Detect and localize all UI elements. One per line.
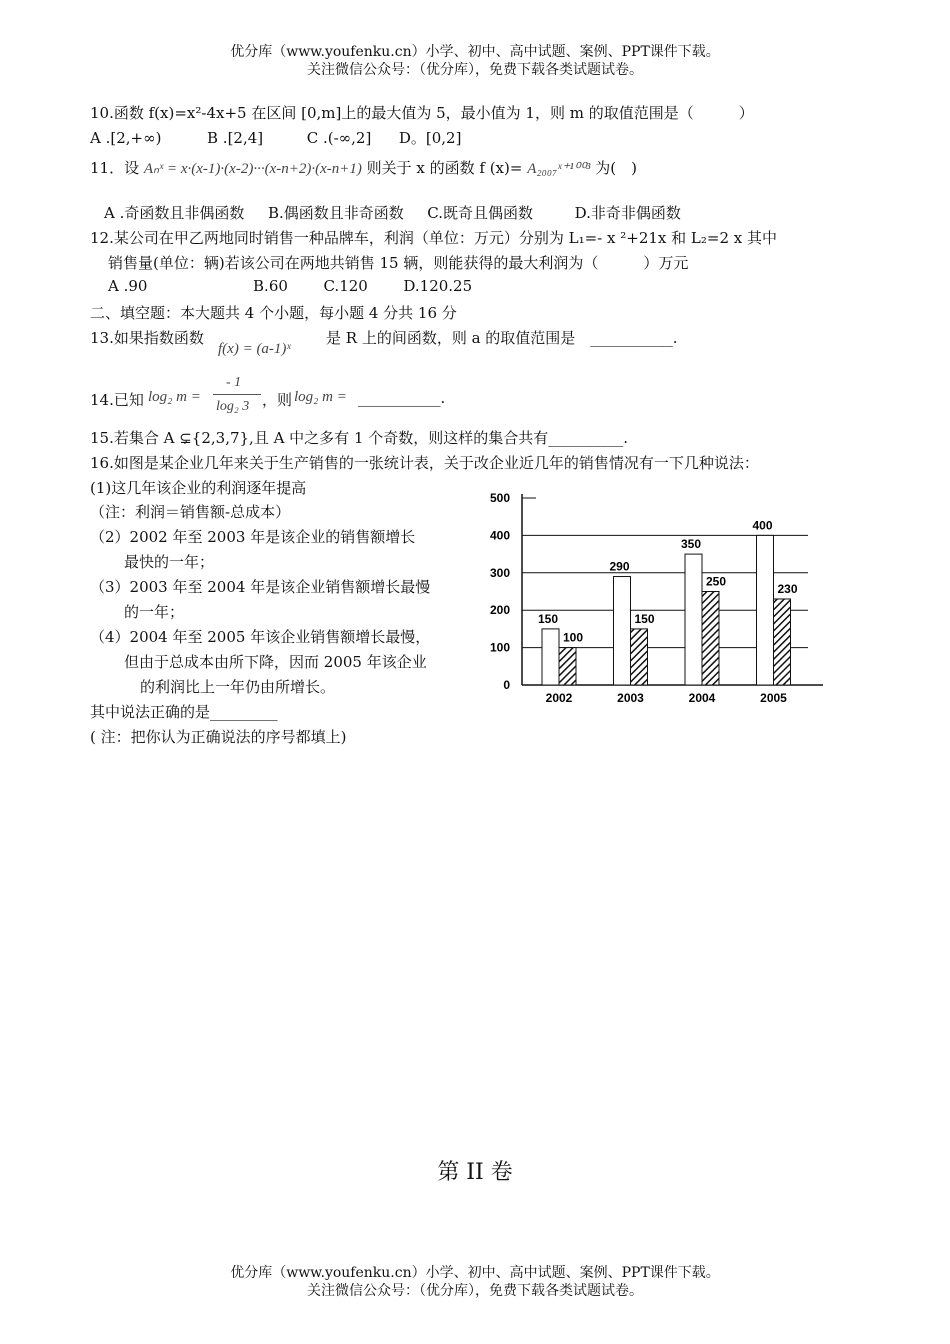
q13-suffix: 是 R 上的间函数，则 a 的取值范围是 ___________. bbox=[326, 329, 678, 347]
q14-prefix: 14.已知 bbox=[90, 391, 144, 409]
data-label: 250 bbox=[706, 574, 727, 589]
volume-title: 第 II 卷 bbox=[437, 1160, 513, 1185]
q11-options bbox=[104, 202, 681, 223]
bar-chart bbox=[478, 480, 838, 710]
q14-lhs: log₂ m = bbox=[148, 389, 201, 405]
q12-stem-2: 销售量(单位：辆)若该公司在两地共销售 15 辆，则能获得的最大利润为（ ）万元 bbox=[108, 254, 689, 272]
y-tick-label: 300 bbox=[489, 565, 510, 580]
header-line-1: 优分库（www.youfenku.cn）小学、初中、高中试题、案例、PPT课件下载。 bbox=[230, 44, 720, 60]
q11-middle: 则关于 x 的函数 f (x)= bbox=[366, 159, 523, 177]
data-label: 100 bbox=[563, 630, 584, 645]
footer-line-2: 关注微信公众号：（优分库），免费下载各类试题试卷。 bbox=[307, 1283, 643, 1299]
q11-formula: Aₙˣ = x·(x-1)·(x-2)···(x-n+2)·(x-n+1) bbox=[143, 161, 362, 177]
bar-sales bbox=[614, 577, 631, 685]
q12-stem-1: 12.某公司在甲乙两地同时销售一种品牌车，利润（单位：万元）分别为 L₁=- x ²+21x 和 L₂=2 x 其中 bbox=[90, 229, 777, 247]
q13-formula: f(x) = (a-1)ˣ bbox=[218, 341, 291, 357]
q10-stem: 10.函数 f(x)=x²-4x+5 在区间 [0,m]上的最大值为 5，最小值为 1，则 m 的取值范围是（ ） bbox=[90, 104, 754, 122]
bar-cost bbox=[702, 592, 719, 686]
q14-middle: ，则 bbox=[262, 391, 293, 409]
x-tick-label: 2004 bbox=[688, 691, 716, 705]
q16-item: （4）2004 年至 2005 年该企业销售额增长最慢， bbox=[90, 628, 431, 646]
q10-option-b: B .[2,4] bbox=[207, 129, 264, 147]
q16-item: （2）2002 年至 2003 年是该企业的销售额增长 bbox=[90, 528, 416, 546]
q11-suffix: 为( ) bbox=[595, 159, 637, 177]
q15-stem: 15.若集合 A ⊊{2,3,7},且 A 中之多有 1 个奇数，则这样的集合共有__________. bbox=[90, 429, 629, 447]
y-tick-label: 500 bbox=[489, 491, 510, 505]
q10-option-d: D。[0,2] bbox=[398, 129, 462, 147]
q11-formula-2: A₂₀₀₇ˣ⁺¹⁰⁰³ bbox=[527, 161, 591, 177]
q10-option-c: C .(-∞,2] bbox=[306, 129, 372, 147]
q12-option-b: B.60 bbox=[253, 277, 288, 295]
bar-sales bbox=[542, 629, 559, 685]
q10-options bbox=[90, 127, 461, 148]
data-label: 230 bbox=[777, 581, 798, 596]
q12-options bbox=[108, 277, 472, 295]
data-label: 350 bbox=[681, 537, 702, 552]
q16-item: （3）2003 年至 2004 年是该企业销售额增长最慢 bbox=[90, 578, 431, 596]
q11-option-b: B.偶函数且非奇函数 bbox=[267, 204, 404, 222]
data-label: 150 bbox=[634, 611, 655, 626]
bar-sales bbox=[757, 535, 774, 685]
q14-numerator: - 1 bbox=[226, 375, 242, 390]
footer-line-1: 优分库（www.youfenku.cn）小学、初中、高中试题、案例、PPT课件下载。 bbox=[230, 1265, 720, 1281]
q16-item: 的利润比上一年仍由所增长。 bbox=[140, 678, 336, 696]
q16-answer-prompt: 其中说法正确的是_________ bbox=[90, 703, 278, 721]
q16-note: ( 注：把你认为正确说法的序号都填上) bbox=[90, 728, 347, 746]
x-tick-label: 2002 bbox=[545, 691, 573, 705]
y-tick-label: 200 bbox=[489, 603, 510, 618]
x-tick-label: 2003 bbox=[617, 691, 644, 705]
y-tick-label: 100 bbox=[489, 640, 510, 655]
q16-item: 的一年； bbox=[124, 603, 185, 621]
q16-item: 最快的一年； bbox=[124, 553, 215, 571]
q14-denominator: log₂ 3 bbox=[216, 399, 250, 414]
q12-option-a: A .90 bbox=[108, 277, 148, 295]
q11-stem bbox=[90, 157, 637, 178]
fraction-bar bbox=[213, 394, 261, 395]
header-line-2: 关注微信公众号：（优分库），免费下载各类试题试卷。 bbox=[307, 62, 643, 78]
bar-sales bbox=[685, 554, 702, 685]
q11-option-d: D.非奇非偶函数 bbox=[574, 204, 681, 222]
bar-cost bbox=[559, 648, 576, 685]
q10-option-a: A .[2,+∞) bbox=[90, 129, 162, 147]
q12-option-d: D.120.25 bbox=[403, 277, 473, 295]
y-tick-label: 0 bbox=[503, 678, 510, 692]
section-2-title: 二、填空题：本大题共 4 个小题，每小题 4 分共 16 分 bbox=[90, 304, 457, 322]
y-tick-label: 400 bbox=[489, 528, 510, 543]
bar-cost bbox=[774, 599, 791, 685]
q16-item: (1)这几年该企业的利润逐年提高 bbox=[90, 479, 307, 497]
q16-item: 但由于总成本由所下降，因而 2005 年该企业 bbox=[124, 653, 427, 671]
data-label: 150 bbox=[538, 611, 559, 626]
q11-option-c: C.既奇且偶函数 bbox=[427, 204, 534, 222]
q13-prefix: 13.如果指数函数 bbox=[90, 329, 204, 347]
bar-cost bbox=[631, 629, 648, 685]
x-tick-label: 2005 bbox=[760, 691, 787, 705]
q12-option-c: C.120 bbox=[323, 277, 368, 295]
q11-option-a: A .奇函数且非偶函数 bbox=[104, 204, 245, 222]
q14-blank: ___________. bbox=[358, 389, 446, 407]
q11-prefix: 11．设 bbox=[90, 159, 140, 177]
data-label: 400 bbox=[752, 518, 773, 533]
q16-stem: 16.如图是某企业几年来关于生产销售的一张统计表，关于改企业近几年的销售情况有一下几种说法： bbox=[90, 454, 759, 472]
data-label: 290 bbox=[609, 559, 630, 574]
q14-rhs: log₂ m = bbox=[294, 389, 347, 405]
q16-item: （注：利润＝销售额-总成本） bbox=[90, 503, 291, 521]
